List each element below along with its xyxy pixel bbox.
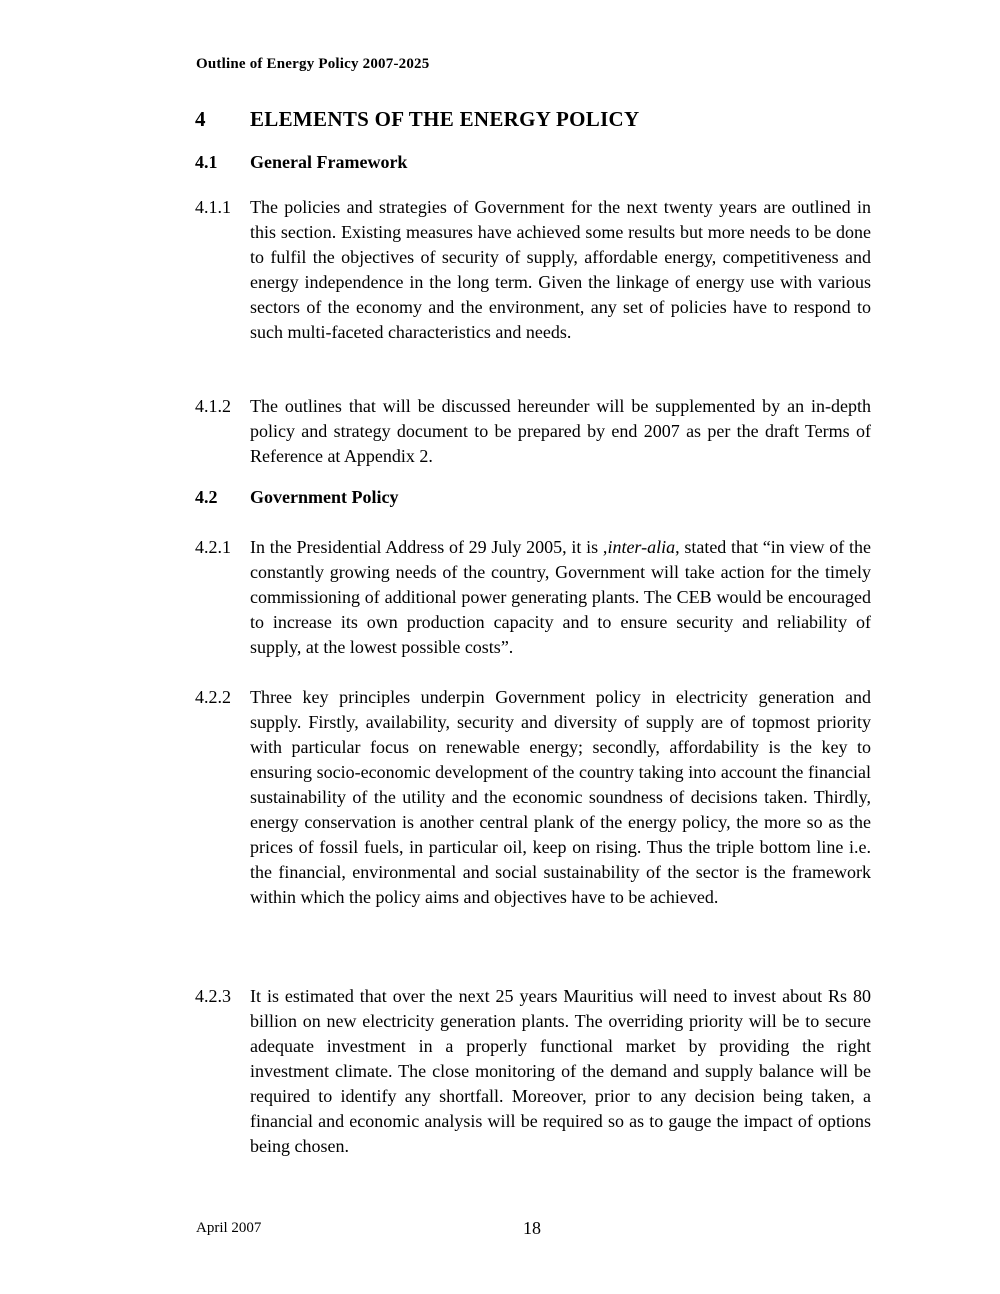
paragraph-number-4-1-1: 4.1.1 xyxy=(195,197,231,217)
paragraph-number-4-2-2: 4.2.2 xyxy=(195,687,231,707)
paragraph-4-2-1-part-2: , stated that “in view of the constantly growing needs of the country, Government will take action for the timely commissioning of additional power generating plants. The CEB would be encouraged to increase its own production capacity and to ensure security and reliability of supply, at the lowest possible costs”. xyxy=(250,537,871,657)
running-header: Outline of Energy Policy 2007-2025 xyxy=(196,56,430,72)
subsection-title-4-2: Government Policy xyxy=(250,487,399,507)
paragraph-4-2-2: Three key principles underpin Government policy in electricity generation and supply. Firstly, availability, security and diversity of supply are of topmost priority with particular focus on renewable energy; secondly, affordability is the key to ensuring socio-economic development of the country taking into account the financial sustainability of the utility and the economic soundness of decisions taken. Thirdly, energy conservation is another central plank of the energy policy, the more so as the prices of fossil fuels, in particular oil, keep on rising. Thus the triple bottom line i.e. the financial, environmental and social sustainability of the sector is the framework within which the policy aims and objectives have to be achieved. xyxy=(250,687,871,907)
section-title: ELEMENTS OF THE ENERGY POLICY xyxy=(250,107,640,131)
subsection-number-4-2: 4.2 xyxy=(195,487,218,507)
paragraph-number-4-2-1: 4.2.1 xyxy=(195,537,231,557)
subsection-title-4-1: General Framework xyxy=(250,152,408,172)
paragraph-4-2-1-italic: inter-alia xyxy=(607,537,676,557)
paragraph-4-1-2: The outlines that will be discussed hereunder will be supplemented by an in-depth policy and strategy document to be prepared by end 2007 as per the draft Terms of Reference at Appendix 2. xyxy=(250,396,871,466)
paragraph-4-1-1: The policies and strategies of Government for the next twenty years are outlined in this section. Existing measures have achieved some results but more needs to be done to fulfil the objectives of security of supply, affordable energy, competitiveness and energy independence in the long term. Given the linkage of energy use with various sectors of the economy and the environment, any set of policies have to respond to such multi-faceted characteristics and needs. xyxy=(250,197,871,342)
paragraph-4-2-1-part-1: In the Presidential Address of 29 July 2005, it is , xyxy=(250,537,608,557)
paragraph-4-2-3: It is estimated that over the next 25 years Mauritius will need to invest about Rs 80 billion on new electricity generation plants. The overriding priority will be to secure adequate investment in a properly functional market by providing the right investment climate. The close monitoring of the demand and supply balance will be required to identify any shortfall. Moreover, prior to any decision being taken, a financial and economic analysis will be required so as to gauge the impact of options being chosen. xyxy=(250,986,871,1156)
section-number: 4 xyxy=(195,107,206,131)
paragraph-4-2-1 xyxy=(250,535,871,660)
subsection-number-4-1: 4.1 xyxy=(195,152,218,172)
footer-date: April 2007 xyxy=(196,1220,262,1236)
paragraph-number-4-2-3: 4.2.3 xyxy=(195,986,231,1006)
paragraph-number-4-1-2: 4.1.2 xyxy=(195,396,231,416)
page-number: 18 xyxy=(523,1218,541,1238)
